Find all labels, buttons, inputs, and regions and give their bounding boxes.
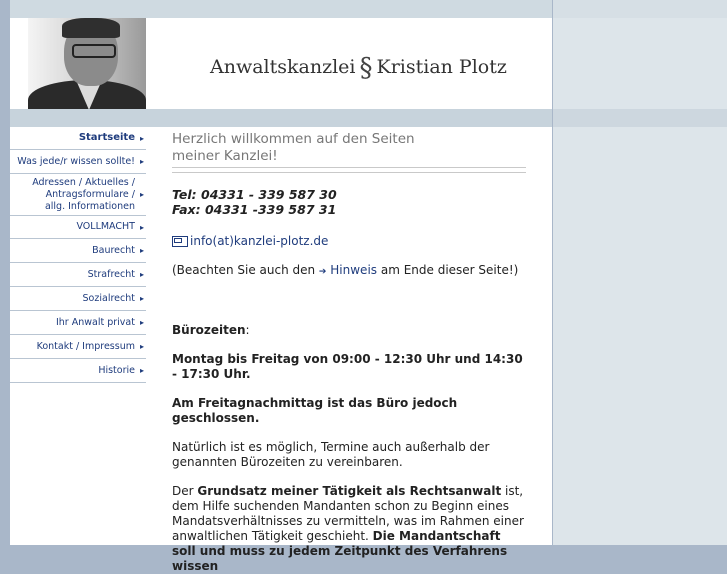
note-text-before: (Beachten Sie auch den (172, 263, 319, 277)
nav-item-label: Was jede/r wissen sollte! (17, 155, 135, 167)
header-right-panel (553, 18, 727, 109)
top-strip-right (553, 0, 727, 18)
principle-text-2: ist, dem Hilfe suchenden Mandanten schon zu Beginn eines Mandatsverhältnisses zu vermitteln, was im Rahmen einer anwaltlichen Tätigkeit geschieht. (172, 484, 524, 543)
fax-number: Fax: 04331 -339 587 31 (172, 202, 337, 217)
welcome-heading (172, 131, 527, 165)
office-hours-heading (172, 323, 527, 338)
office-hours-weekdays: Montag bis Freitag von 09:00 - 12:30 Uhr und 14:30 - 17:30 Uhr. (172, 352, 523, 381)
lawyer-portrait-image (28, 18, 146, 109)
arrow-right-icon: ▸ (139, 270, 144, 279)
nav-item-label: Ihr Anwalt privat (55, 316, 135, 328)
main-content (172, 131, 527, 574)
arrow-right-icon: ▸ (139, 246, 144, 255)
appointments-text: Natürlich ist es möglich, Termine auch außerhalb der genannten Bürozeiten zu vereinbaren. (172, 440, 490, 469)
nav-item-strafrecht[interactable] (10, 263, 146, 287)
nav-item-was-jeder-wissen-sollte[interactable] (10, 150, 146, 174)
welcome-line-2: meiner Kanzlei! (172, 148, 278, 164)
principle-text-1: Der (172, 484, 198, 498)
arrow-right-icon: ▸ (139, 294, 144, 303)
nav-item-label: Baurecht (92, 244, 135, 256)
firm-name-logo (210, 50, 507, 83)
right-column (553, 127, 727, 545)
arrow-link-icon: ➔ (318, 267, 327, 277)
arrow-right-icon: ▸ (139, 342, 144, 351)
arrow-right-icon: ▸ (139, 157, 144, 166)
nav-item-label: Historie (98, 364, 135, 376)
contact-phone-block (172, 187, 527, 217)
arrow-right-icon: ▸ (139, 222, 144, 232)
email-address: info(at)kanzlei-plotz.de (190, 234, 329, 248)
top-strip (10, 0, 552, 18)
nav-item-label: Strafrecht (87, 268, 135, 280)
nav-item-historie[interactable] (10, 359, 146, 383)
header-divider-band (10, 109, 552, 127)
nav-item-label: Adressen / Aktuelles / Antragsformulare / allg. Informationen (32, 176, 135, 212)
principle-bold-1: Grundsatz meiner Tätigkeit als Rechtsanwalt (197, 484, 502, 498)
nav-item-ihr-anwalt-privat[interactable] (10, 311, 146, 335)
nav-item-baurecht[interactable] (10, 239, 146, 263)
arrow-right-icon: ▸ (139, 366, 144, 375)
notice-hint (172, 263, 527, 280)
office-hours-label: Bürozeiten (172, 323, 246, 337)
nav-item-kontakt-impressum[interactable] (10, 335, 146, 359)
section-sign-icon: § (359, 53, 373, 83)
nav-item-startseite[interactable] (10, 127, 146, 150)
principle-bold-2: Die Mandantschaft soll und muss zu jedem Zeitpunkt des Verfahrens wissen (172, 529, 508, 573)
hinweis-link[interactable]: Hinweis (330, 263, 378, 277)
double-rule-divider (172, 167, 526, 173)
office-hours-colon: : (245, 323, 250, 337)
arrow-right-icon: ▸ (139, 190, 144, 199)
arrow-right-icon: ▸ (139, 318, 144, 327)
note-text-after: am Ende dieser Seite!) (377, 263, 519, 277)
firm-name-part1: Anwaltskanzlei (210, 56, 356, 78)
nav-item-label: Kontakt / Impressum (36, 340, 135, 352)
telephone-number: Tel: 04331 - 339 587 30 (172, 187, 337, 202)
firm-name-part2: Kristian Plotz (376, 56, 507, 78)
portrait-hair (62, 18, 120, 38)
envelope-icon (172, 236, 188, 247)
sidebar-nav (10, 127, 146, 383)
header-divider-band-right (553, 109, 727, 127)
nav-item-label: Sozialrecht (82, 292, 135, 304)
office-hours-friday: Am Freitagnachmittag ist das Büro jedoch geschlossen. (172, 396, 458, 425)
nav-item-label: VOLLMACHT (76, 221, 135, 232)
principle-paragraph (172, 484, 527, 574)
nav-item-label: Startseite (78, 132, 135, 143)
email-link[interactable] (172, 234, 527, 249)
nav-item-vollmacht[interactable] (10, 216, 146, 239)
welcome-line-1: Herzlich willkommen auf den Seiten (172, 131, 415, 147)
arrow-right-icon: ▸ (139, 133, 144, 143)
portrait-glasses (72, 44, 116, 58)
nav-item-adressen-aktuelles[interactable] (10, 174, 146, 216)
nav-item-sozialrecht[interactable] (10, 287, 146, 311)
